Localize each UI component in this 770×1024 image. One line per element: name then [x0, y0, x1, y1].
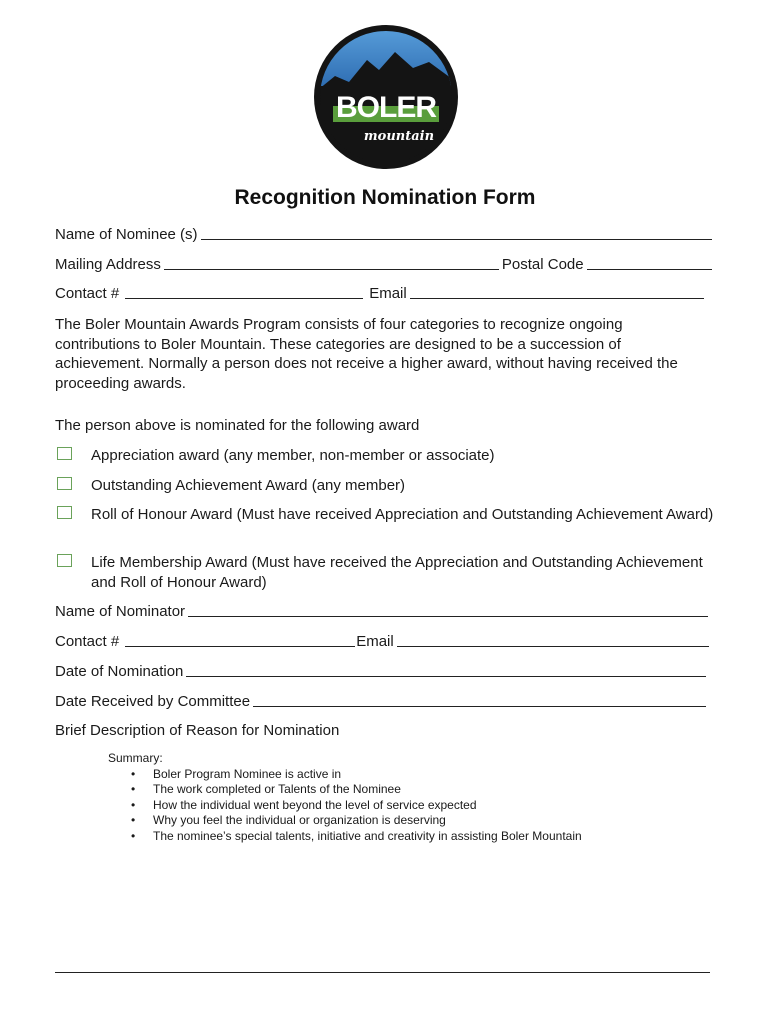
nominator-contact-input-line[interactable]: [125, 646, 355, 647]
nomination-date-field[interactable]: [55, 663, 709, 680]
postal-code-label: Postal Code: [501, 256, 584, 273]
nominator-email-input-line[interactable]: [397, 646, 709, 647]
nominee-email-label: Email: [369, 285, 407, 302]
nominator-name-input-line[interactable]: [188, 616, 708, 617]
checkbox-life-membership[interactable]: [57, 554, 72, 567]
nominator-contact-row: [55, 633, 712, 650]
nomination-date-label: Date of Nomination: [55, 663, 184, 680]
boler-mountain-logo: [313, 24, 459, 170]
date-received-label: Date Received by Committee: [55, 693, 251, 710]
mailing-address-label: Mailing Address: [55, 256, 161, 273]
mailing-address-row: [55, 256, 715, 273]
reason-label: Brief Description of Reason for Nomination: [55, 722, 340, 739]
nominee-contact-input-line[interactable]: [125, 298, 363, 299]
logo-wordmark: BOLER: [336, 91, 436, 124]
nominator-email-label: Email: [356, 633, 394, 650]
reason-heading-row: [55, 722, 455, 739]
nominator-name-field[interactable]: [55, 603, 711, 620]
nominator-name-label: Name of Nominator: [55, 603, 186, 620]
nominee-contact-row: [55, 285, 707, 302]
summary-item: • How the individual went beyond the level of service expected: [108, 798, 582, 814]
summary-heading: Summary:: [108, 751, 163, 765]
summary-item: • The nominee’s special talents, initiative and creativity in assisting Boler Mountain: [108, 829, 582, 845]
page-title: Recognition Nomination Form: [234, 186, 536, 209]
nominee-name-input-line[interactable]: [201, 239, 712, 240]
nominee-name-label: Name of Nominee (s): [55, 226, 198, 243]
checkbox-appreciation[interactable]: [57, 447, 72, 460]
summary-guidance: [108, 751, 582, 845]
nominee-email-input-line[interactable]: [410, 298, 704, 299]
summary-list: [108, 767, 582, 845]
nomination-date-input-line[interactable]: [186, 676, 706, 677]
award-intro: The person above is nominated for the following award: [55, 417, 420, 434]
nominee-contact-label: Contact #: [55, 285, 120, 302]
date-received-input-line[interactable]: [253, 706, 706, 707]
award-label-outstanding: Outstanding Achievement Award (any member): [91, 477, 406, 494]
award-label-roll-of-honour: Roll of Honour Award (Must have received Appreciation and Outstanding Achievement Award): [91, 506, 714, 523]
checkbox-roll-of-honour[interactable]: [57, 506, 72, 519]
summary-item: • Why you feel the individual or organization is deserving: [108, 813, 582, 829]
summary-item: • The work completed or Talents of the Nominee: [108, 782, 582, 798]
postal-code-input-line[interactable]: [587, 269, 712, 270]
date-received-field[interactable]: [55, 693, 709, 710]
nominee-name-field[interactable]: [55, 226, 715, 243]
award-label-appreciation: Appreciation award (any member, non-member or associate): [91, 447, 495, 464]
nominator-contact-label: Contact #: [55, 633, 120, 650]
mailing-address-input-line[interactable]: [164, 269, 499, 270]
award-label-life-membership: Life Membership Award (Must have received the Appreciation and Outstanding Achievement and Roll of Honour Award): [91, 554, 703, 591]
checkbox-outstanding[interactable]: [57, 477, 72, 490]
summary-item: • Boler Program Nominee is active in: [108, 767, 582, 783]
logo-subword: mountain: [363, 129, 435, 144]
reason-input-line[interactable]: [55, 972, 710, 973]
program-description: The Boler Mountain Awards Program consists of four categories to recognize ongoing contributions to Boler Mountain. These categories are designed to be a succession of achievement. Normally a person does not receive a higher award, without having received the proceeding awards.: [55, 316, 678, 392]
